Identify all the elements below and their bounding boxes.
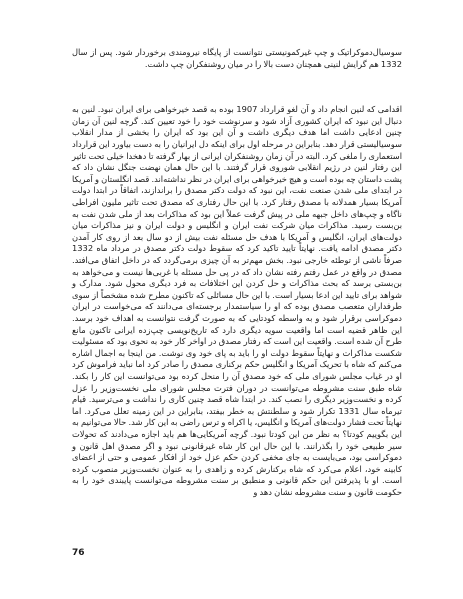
top-paragraph: سوسیال‌دموکراتیک و چپ غیرکمونیستی نتوانست از پایگاه نیرومندی برخوردار شود. پس از سال 1332 هم گرایش لنینی همچنان دست بالا را در میان روشنفکران چپ داشت.	[72, 47, 402, 69]
main-paragraph: اقدامی که لنین انجام داد و آن لغو قرارداد 1907 بوده به قصد خیرخواهی برای ایران نبود. لنین به دنبال این نبود که ایران کشوری آزاد شود و سرنوشت خود را خود تعیین کند. گرچه لنین آن زمان چنین ادعایی داشت اما هدف دیگری داشت و آن این بود که ایران را بخشی از مدار انقلاب سوسیالیستی قرار دهد. بنابراین در مرحله اول برای اینکه دل ایرانیان را به دست بیاورد این قرارداد استعماری را ملغی کرد. البته در آن زمان روشنفکران ایرانی از بهار گرفته تا دهخدا خیلی تحت تاثیر این رفتار لنین در رژیم انقلابی شوروی قرار گرفتند. با این حال همان نهضت جنگل نشان داد که پشت داستان چه بوده است و هیچ خیرخواهی برای ایران در نظر نداشته‌اند. قصد انگلستان و آمریکا در ابتدای ملی شدن صنعت نفت، این نبود که دولت دکتر مصدق را براندازند، اتفاقاً در ابتدا دولت آمریکا بسیار همدلانه با مصدق رفتار کرد. با این حال رفتاری که مصدق تحت تاثیر ملیون افراطی ناگاه و چپ‌های داخل جبهه ملی در پیش گرفت عملاً این بود که مذاکرات بعد از ملی شدن نفت به بن‌بست رسید. مذاکرات میان شرکت نفت ایران و انگلیس و دولت ایران و نیز مذاکرات میان دولت‌های ایران، انگلیس و آمریکا با هدف حل مسئله نفت بیش از دو سال بعد از روی کار آمدن دکتر مصدق ادامه یافت. نهایتاً تایید تاکید کرد که سقوط دولت دکتر مصدق در مرداد ماه 1332 صرفاً ناشی از توطئه خارجی نبود. بخش مهم‌تر به آن چیزی برمی‌گردد که در داخل اتفاق می‌افتد. مصدق در واقع در عمل رفتم رفته نشان داد که در پی حل مسئله با غربی‌ها نیست و می‌خواهد به بن‌بستی برسد که بحث مذاکرات و حل کردن این اختلافات به فرد دیگری محول شود. مدارک و شواهد برای تایید این ادعا بسیار است. با این حال مسائلی که تاکنون مطرح شده مشخصاً از سوی طرفداران متعصب مصدق بوده که او را سیاستمدار برجسته‌ای می‌دانند که می‌خواست در ایران دموکراسی برقرار شود و به واسطه کودتایی که به صورت گرفت نتوانست به اهداف خود برسد. این ظاهر قضیه است اما واقعیت سویه دیگری دارد که تاریخ‌نویسی چپ‌زده ایرانی تاکنون مانع طرح آن شده است. واقعیت این است که رفتار مصدق در اواخر کار خود به نحوی بود که مسئولیت شکست مذاکرات و نهایتاً سقوط دولت او را باید به پای خود وی نوشت. من اینجا به اجمال اشاره می‌کنم که شاه با تحریک آمریکا و انگلیس حکم برکناری مصدق را صادر کرد اما نباید فراموش کرد او در غیاب مجلس شورای ملی که خود مصدق آن را منحل کرده بود می‌توانست این کار را بکند. شاه طبق سنت مشروطه می‌توانست در دوران فترت مجلس شورای ملی نخست‌وزیر را عزل کرده و نخست‌وزیر دیگری را نصب کند. در ابتدا شاه قصد چنین کاری را نداشت و می‌ترسید. قیام تیرماه سال 1331 تکرار شود و سلطنتش به خطر بیفتد، بنابراین در این زمینه تعلل می‌کرد. اما نهایتاً تحت فشار دولت‌های آمریکا و انگلیس، یا اکراه و ترس راضی به این کار شد. حالا می‌توانیم به این بگوییم کودتا؟ به نظر من این کودتا نبود. گرچه آمریکایی‌ها هم باید اجازه می‌دادند که تحولات سیر طبیعی خود را بگذرانند. با این حال این کار شاه غیرقانونی نبود و اگر مصدق اهل قانون و دموکراسی بود، می‌بایست به جای مخفی کردن حکم عزل خود از افکار عمومی و حتی از اعضای کابینه خود، اعلام می‌کرد که شاه برکنارش کرده و زاهدی را به عنوان نخست‌وزیر منصوب کرده است. او با پذیرفتن این حکم قانونی و منطبق بر سنت مشروطه می‌توانست پایبندی خود را به حکومت قانون و سنت مشروطه نشان دهد و	[72, 104, 402, 497]
page-number: 76	[72, 548, 85, 558]
